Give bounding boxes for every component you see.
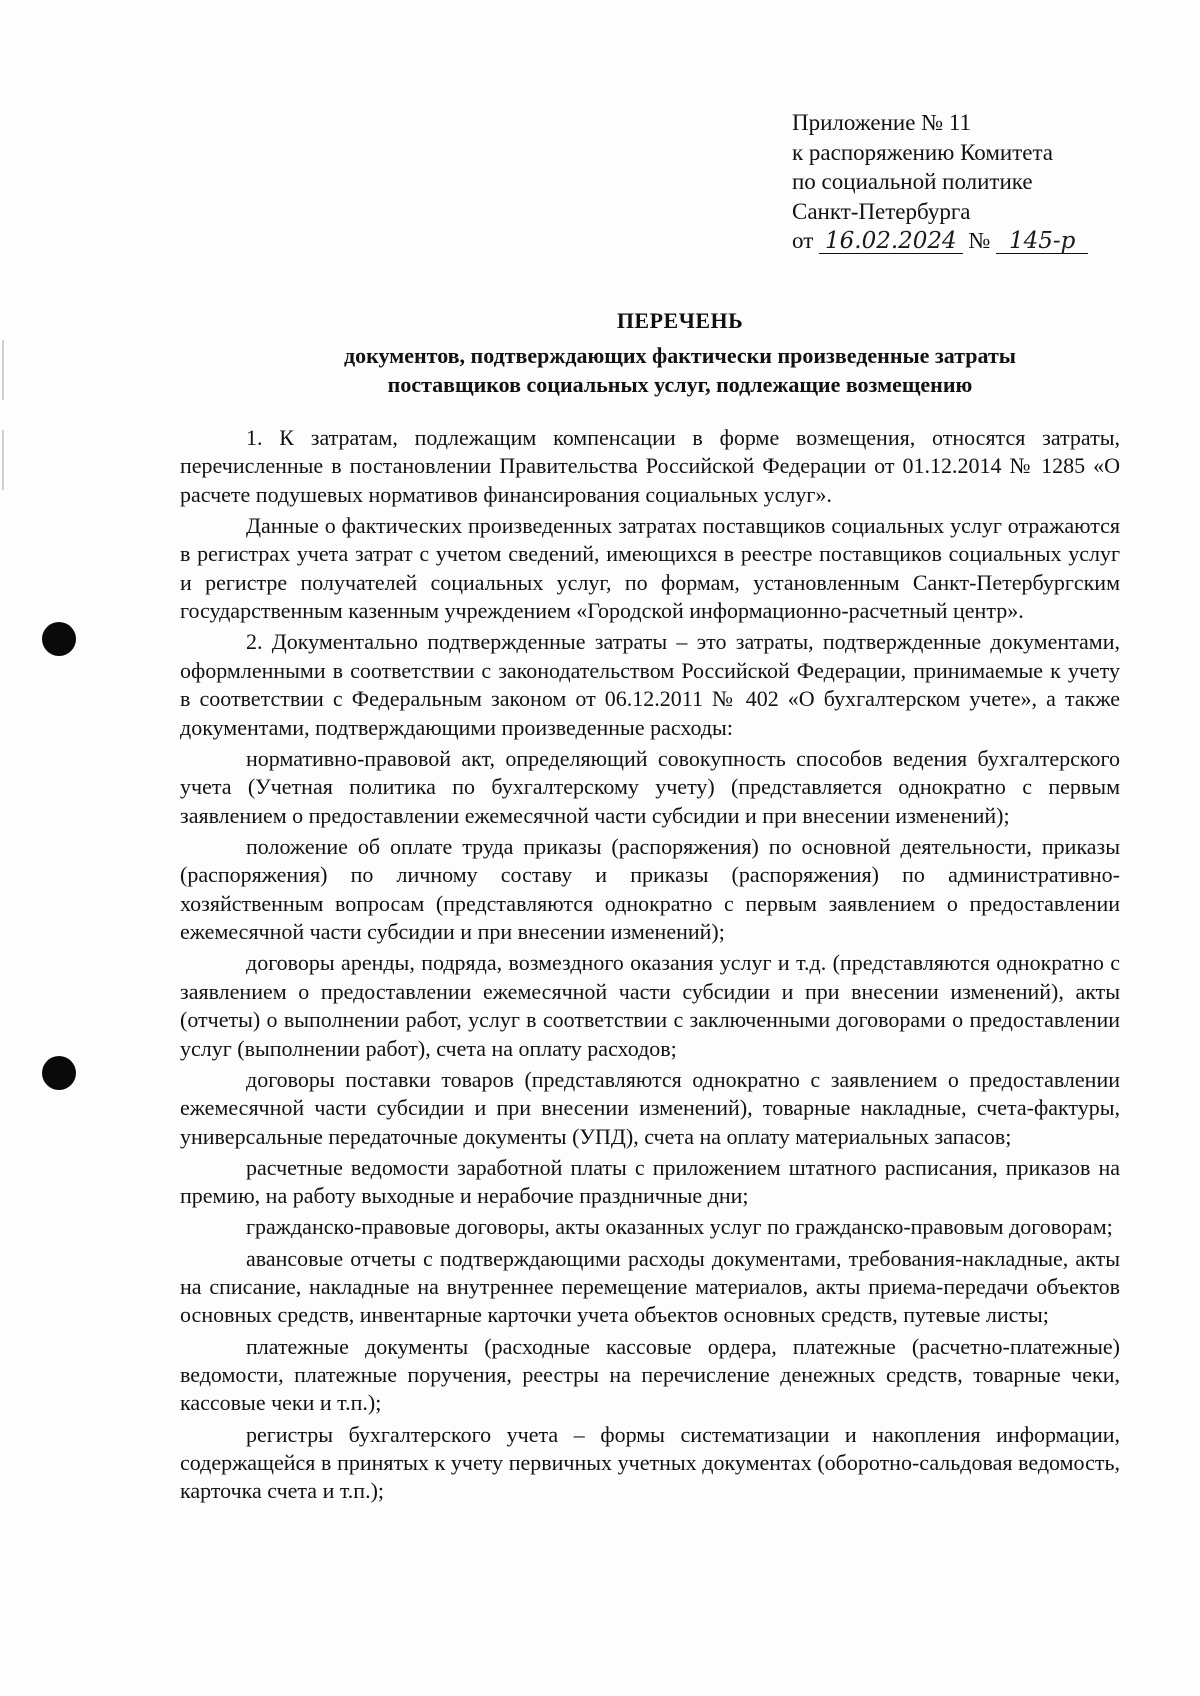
title-heading: ПЕРЕЧЕНЬ	[616, 308, 744, 333]
document-title	[180, 306, 1180, 399]
date-prefix: от	[792, 228, 814, 253]
paragraph: регистры бухгалтерского учета – формы систематизации и накопления информации, содержащейся в принятых к учету первичных учетных документах (оборотно-сальдовая ведомость, карточка счета и т.п.);	[180, 1421, 1120, 1504]
paragraph: авансовые отчеты с подтверждающими расходы документами, требования-накладные, акты на списание, накладные на внутреннее перемещение материалов, акты приема-передачи объектов основных средств, инвентарные карточки учета объектов основных средств, путевые листы;	[180, 1245, 1120, 1328]
paragraph: нормативно-правовой акт, определяющий совокупность способов ведения бухгалтерского учета (Учетная политика по бухгалтерскому учету) (представляется однократно с первым заявлением о предоставлении ежемесячной части субсидии и при внесении изменений);	[180, 745, 1120, 828]
title-subtitle-line: поставщиков социальных услуг, подлежащие возмещению	[387, 372, 973, 397]
paragraph: 2. Документально подтвержденные затраты – это затраты, подтвержденные документами, оформленными в соответствии с законодательством Российской Федерации, принимаемые к учету в соответствии с Федеральным законом от 06.12.2011 № 402 «О бухгалтерском учете», а также документами, подтверждающими произведенные расходы:	[180, 629, 1120, 740]
paragraph: положение об оплате труда приказы (распоряжения) по основной деятельности, приказы (распоряжения) по личному составу и приказы (распоряжения) по административно-хозяйственным вопросам (представляются однократно с первым заявлением о предоставлении ежемесячной части субсидии и при внесении изменений);	[180, 833, 1120, 945]
scan-edge-mark	[2, 340, 4, 400]
punch-hole	[42, 1056, 76, 1090]
paragraph: расчетные ведомости заработной платы с приложением штатного расписания, приказов на премию, на работу выходные и нерабочие праздничные дни;	[180, 1154, 1120, 1209]
number-prefix: №	[968, 228, 991, 253]
date-number-line	[792, 226, 1088, 256]
paragraph: договоры аренды, подряда, возмездного оказания услуг и т.д. (представляются однократно с заявлением о предоставлении ежемесячной части субсидии и при внесении изменений), акты (отчеты) о выполнении работ, услуг в соответствии с заключенными договорами о предоставлении услуг (выполнении работ), счета на оплату расходов;	[180, 950, 1120, 1061]
header-line: по социальной политике	[792, 169, 1033, 194]
title-subtitle-line: документов, подтверждающих фактически произведенные затраты	[344, 343, 1016, 368]
header-line: Приложение № 11	[792, 110, 972, 135]
header-line: Санкт-Петербурга	[792, 198, 971, 224]
paragraph: платежные документы (расходные кассовые ордера, платежные (расчетно-платежные) ведомости, платежные поручения, реестры на перечисление денежных средств, товарные чеки, кассовые чеки и т.п.);	[180, 1333, 1120, 1416]
document-body	[180, 424, 1120, 1506]
paragraph: гражданско-правовые договоры, акты оказанных услуг по гражданско-правовым договорам;	[246, 1214, 1113, 1240]
paragraph: Данные о фактических произведенных затратах поставщиков социальных услуг отражаются в регистрах учета затрат с учетом сведений, имеющихся в реестре поставщиков социальных услуг и регистре получателей социальных услуг, по формам, установленным Санкт-Петербургским государственным казенным учреждением «Городской информационно-расчетный центр».	[180, 513, 1120, 624]
appendix-header	[792, 108, 1088, 256]
punch-hole	[42, 622, 76, 656]
handwritten-number: 145-р	[996, 229, 1088, 254]
scan-edge-mark	[2, 430, 4, 490]
paragraph: 1. К затратам, подлежащим компенсации в форме возмещения, относятся затраты, перечисленные в постановлении Правительства Российской Федерации от 01.12.2014 № 1285 «О расчете подушевых нормативов финансирования социальных услуг».	[180, 425, 1120, 507]
handwritten-date: 16.02.2024	[819, 229, 963, 254]
header-line: к распоряжению Комитета	[792, 139, 1053, 165]
paragraph: договоры поставки товаров (представляются однократно с заявлением о предоставлении ежемесячной части субсидии и при внесении изменений), товарные накладные, счета-фактуры, универсальные передаточные документы (УПД), счета на оплату материальных запасов;	[180, 1066, 1120, 1149]
